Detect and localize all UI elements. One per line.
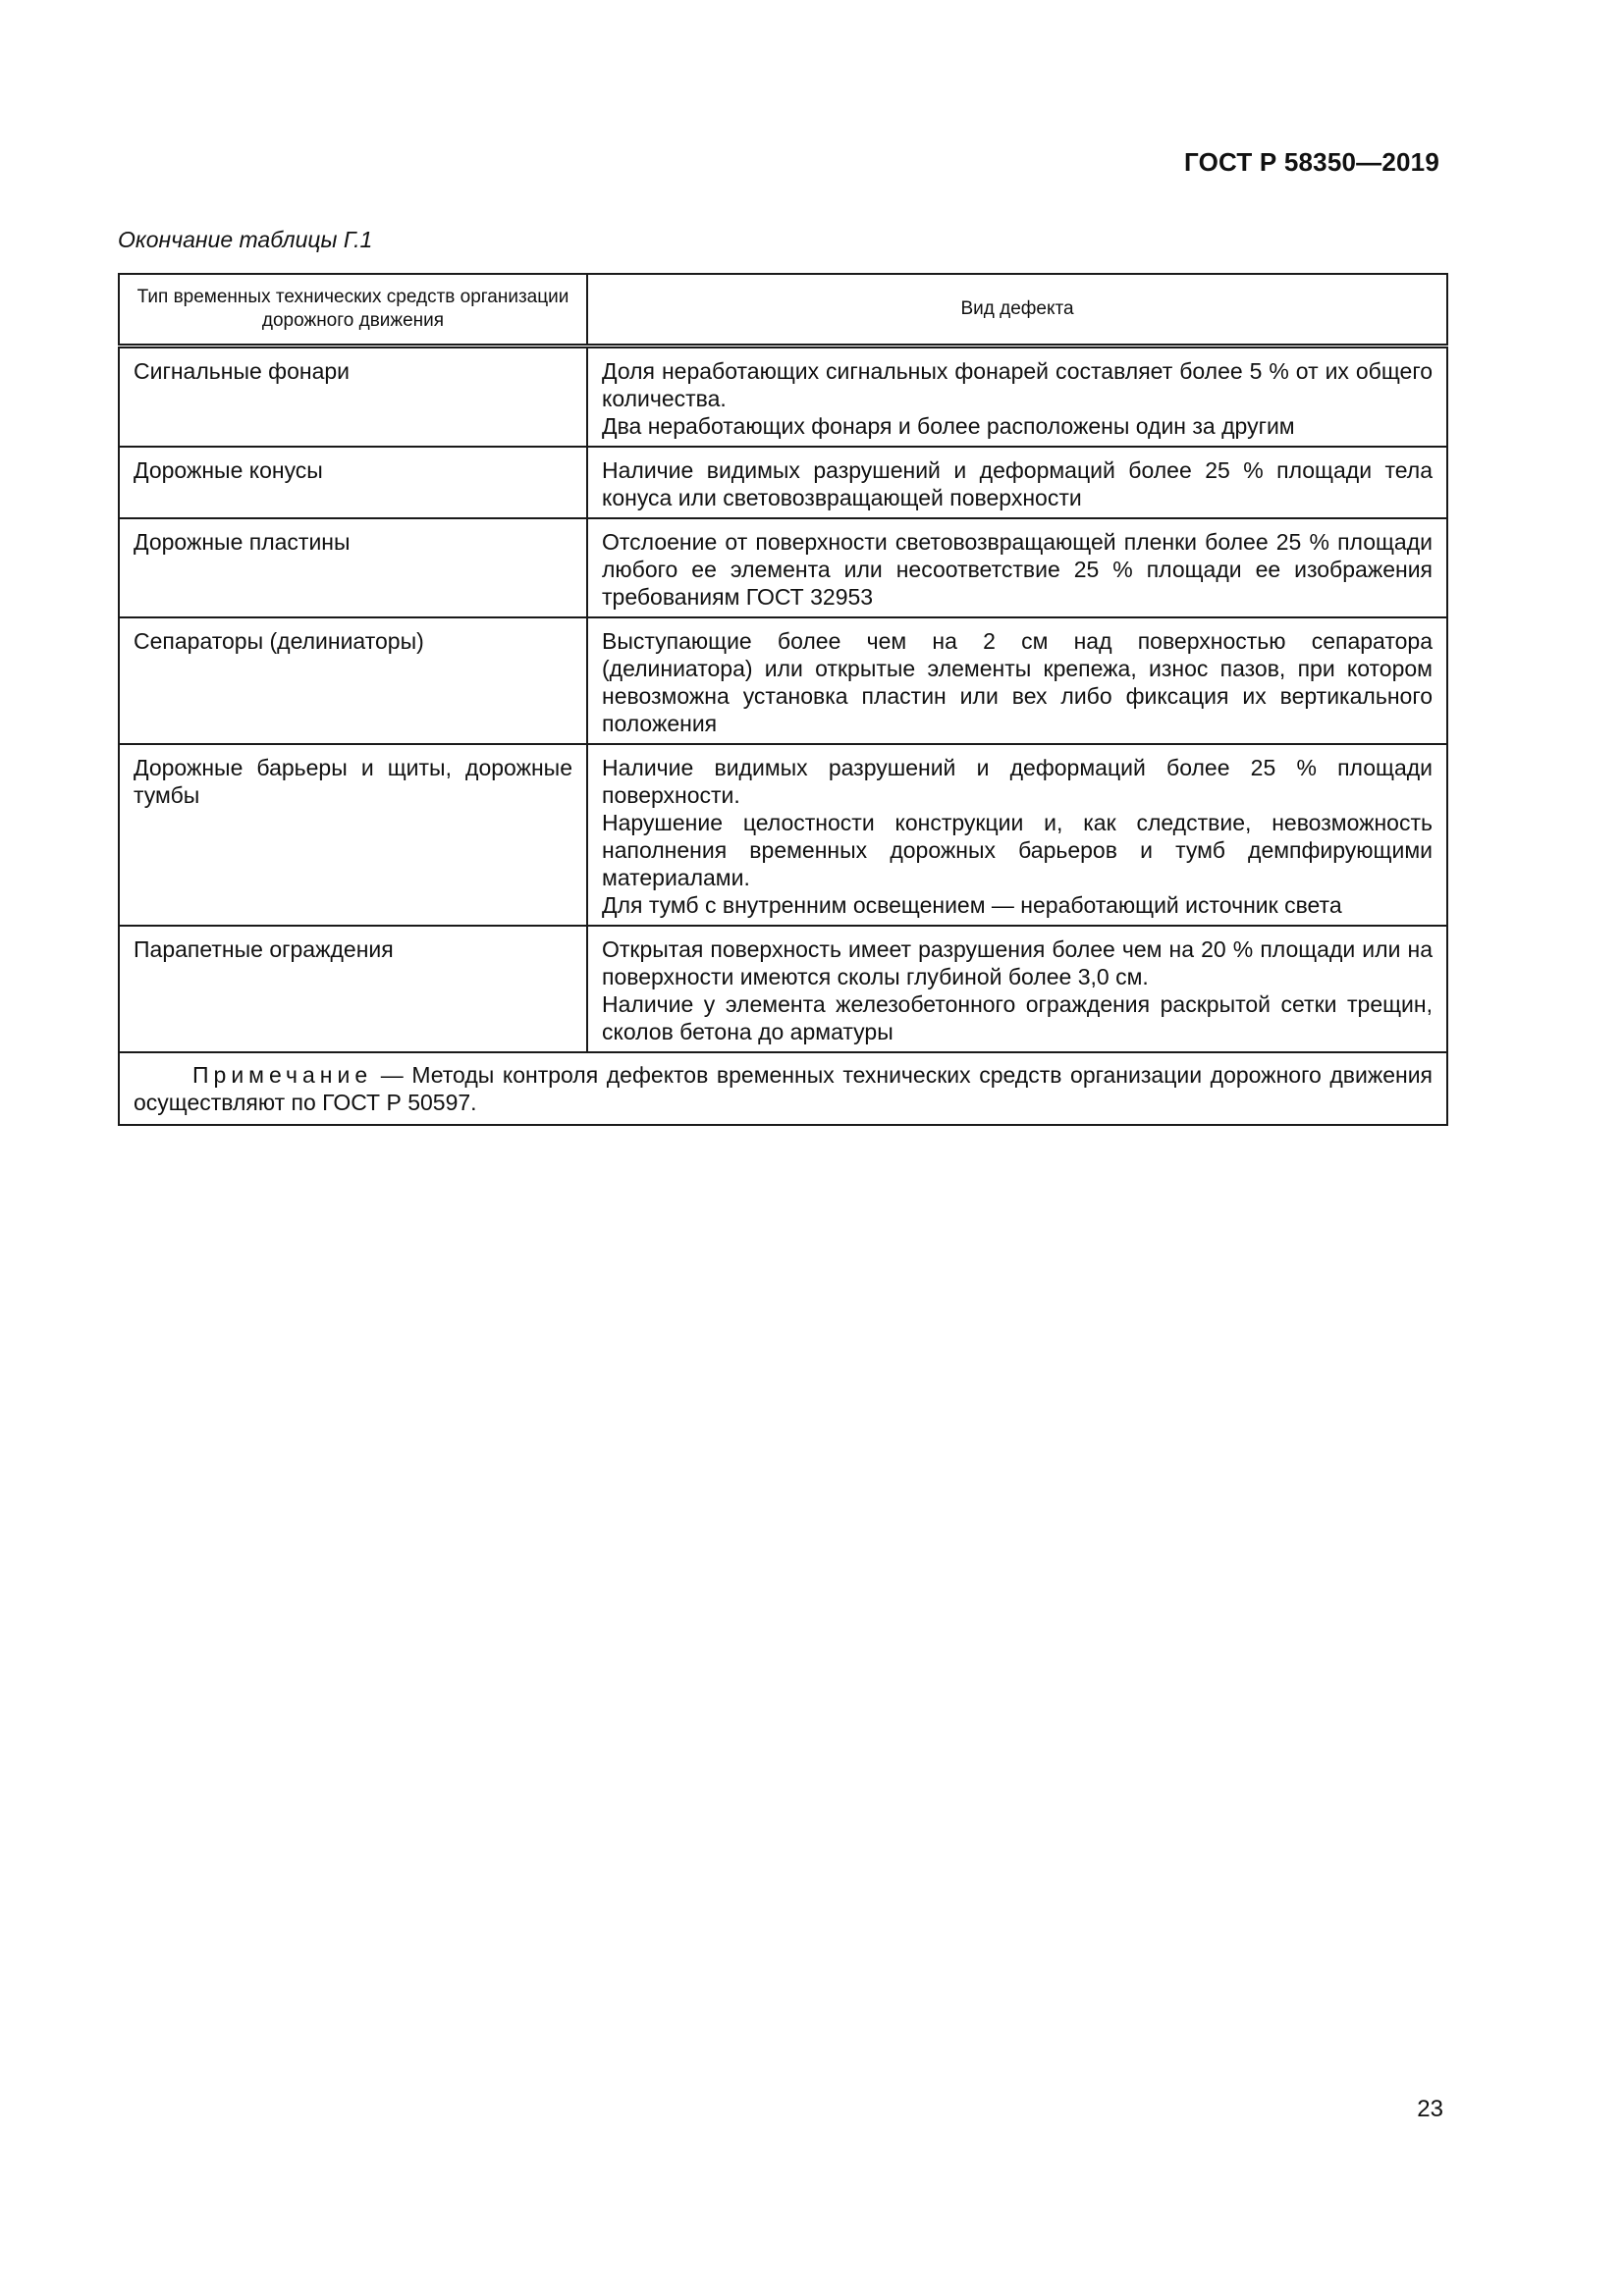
defect-line: Наличие у элемента железобетонного ограждения раскрытой сетки трещин, сколов бетона до арматуры — [602, 991, 1433, 1044]
defect-cell — [587, 518, 1447, 617]
defect-line: Нарушение целостности конструкции и, как следствие, невозможность наполнения временных дорожных барьеров и тумб демпфирующими материалами. — [602, 810, 1433, 890]
defect-line: Выступающие более чем на 2 см над поверхностью сепаратора (делиниатора) или открытые элементы крепежа, износ пазов, при котором невозможна установка пластин или вех либо фиксация их вертикального положения — [602, 628, 1433, 736]
type-cell: Дорожные пластины — [119, 518, 587, 617]
type-cell: Сепараторы (делиниаторы) — [119, 617, 587, 744]
table-row — [119, 744, 1447, 926]
defect-line: Отслоение от поверхности световозвращающей пленки более 25 % площади любого ее элемента или несоответствие 25 % площади ее изображения требованиям ГОСТ 32953 — [602, 529, 1433, 610]
page-number: 23 — [1417, 2096, 1443, 2122]
note-text: — Методы контроля дефектов временных технических средств организации дорожного движения осуществляют по ГОСТ Р 50597. — [134, 1062, 1433, 1115]
note-label: Примечание — [192, 1062, 373, 1088]
table-note — [119, 1052, 1447, 1125]
table-row — [119, 617, 1447, 744]
type-cell: Сигнальные фонари — [119, 347, 587, 448]
table-row — [119, 926, 1447, 1052]
defect-cell — [587, 447, 1447, 518]
table-caption: Окончание таблицы Г.1 — [118, 227, 373, 252]
table-row — [119, 518, 1447, 617]
defect-line: Доля неработающих сигнальных фонарей составляет более 5 % от их общего количества. — [602, 358, 1433, 411]
type-cell: Парапетные ограждения — [119, 926, 587, 1052]
table-header-row — [119, 274, 1447, 347]
defect-cell — [587, 617, 1447, 744]
type-cell: Дорожные конусы — [119, 447, 587, 518]
defect-cell — [587, 744, 1447, 926]
defect-cell — [587, 347, 1447, 448]
table-row — [119, 347, 1447, 448]
defect-table — [118, 273, 1448, 1126]
table-note-row — [119, 1052, 1447, 1125]
defect-line: Два неработающих фонаря и более расположены один за другим — [602, 413, 1295, 439]
table-row — [119, 447, 1447, 518]
header-type: Тип временных технических средств организации дорожного движения — [119, 274, 587, 347]
document-id: ГОСТ Р 58350—2019 — [1184, 147, 1439, 177]
defect-line: Наличие видимых разрушений и деформаций более 25 % площади тела конуса или световозвращающей поверхности — [602, 457, 1433, 510]
defect-cell — [587, 926, 1447, 1052]
defect-line: Для тумб с внутренним освещением — неработающий источник света — [602, 892, 1342, 918]
defect-line: Открытая поверхность имеет разрушения более чем на 20 % площади или на поверхности имеются сколы глубиной более 3,0 см. — [602, 936, 1433, 989]
header-defect: Вид дефекта — [587, 274, 1447, 347]
defect-line: Наличие видимых разрушений и деформаций более 25 % площади поверхности. — [602, 755, 1433, 808]
type-cell: Дорожные барьеры и щиты, дорожные тумбы — [119, 744, 587, 926]
